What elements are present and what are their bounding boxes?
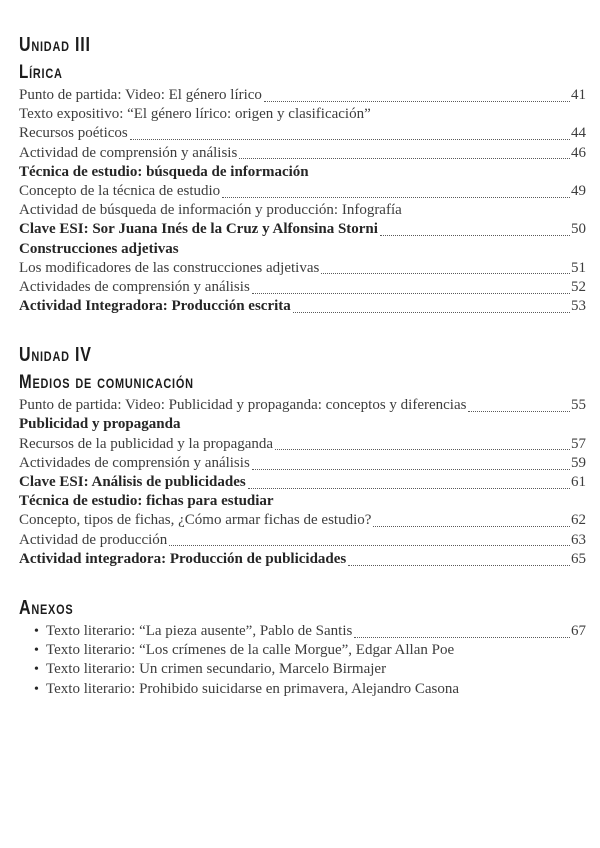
- entry-title: Actividades de comprensión y análisis: [19, 278, 250, 295]
- toc-entry: [19, 240, 586, 259]
- dotted-leader: [466, 396, 571, 415]
- entry-title: Clave ESI: Análisis de publicidades: [19, 474, 246, 490]
- toc-entry: [19, 220, 586, 239]
- entry-title: Concepto, tipos de fichas, ¿Cómo armar fichas de estudio?: [19, 512, 372, 529]
- unit-heading-text: Unidad IV: [19, 343, 92, 367]
- dotted-leader: [167, 531, 571, 550]
- entry-title: Recursos poéticos: [19, 125, 128, 142]
- page-number: 67: [571, 622, 586, 639]
- chapter-heading: [19, 371, 586, 393]
- entry-title: Técnica de estudio: búsqueda de información: [19, 163, 309, 180]
- unit-heading: [19, 597, 586, 619]
- toc-bullet-list: [19, 622, 586, 699]
- entry-title: Actividad de producción: [19, 531, 168, 548]
- toc-entry: [19, 415, 586, 434]
- section-unidad-iv: [19, 344, 586, 569]
- dotted-leader: [128, 124, 571, 143]
- chapter-heading-text: Medios de comunicación: [19, 371, 194, 394]
- entry-title: Texto literario: “La pieza ausente”, Pablo de Santis: [46, 622, 353, 639]
- section-unidad-iii: [19, 34, 586, 316]
- entry-title: Publicidad y propaganda: [19, 416, 181, 433]
- dotted-leader: [291, 297, 571, 316]
- toc-entry: [19, 105, 586, 124]
- toc-bullet-entry: [19, 680, 586, 699]
- entry-title: Texto literario: “Los crímenes de la calle Morgue”, Edgar Allan Poe: [46, 642, 455, 659]
- toc-entry: [19, 297, 586, 316]
- entry-title: Texto expositivo: “El género lírico: origen y clasificación”: [19, 106, 371, 123]
- bullet-icon: •: [34, 681, 39, 697]
- toc-entry: [19, 259, 586, 278]
- unit-heading: [19, 344, 586, 366]
- toc-entry: [19, 531, 586, 550]
- entry-title: Actividad de comprensión y análisis: [19, 144, 238, 161]
- page-number: 62: [571, 512, 586, 529]
- dotted-leader: [378, 220, 571, 239]
- entry-title: Clave ESI: Sor Juana Inés de la Cruz y Alfonsina Storni: [19, 221, 378, 238]
- entry-title: Texto literario: Un crimen secundario, Marcelo Birmajer: [46, 661, 387, 678]
- dotted-leader: [250, 278, 571, 297]
- toc-entry: [19, 182, 586, 201]
- toc-entry: [19, 278, 586, 297]
- entry-title: Los modificadores de las construcciones adjetivas: [19, 259, 320, 276]
- toc-entry: [19, 473, 586, 492]
- entry-title: Actividades de comprensión y análisis: [19, 454, 250, 471]
- dotted-leader: [250, 454, 571, 473]
- page-number: 61: [571, 474, 586, 490]
- bullet-icon: •: [34, 662, 39, 678]
- dotted-leader: [319, 259, 571, 278]
- page-number: 51: [571, 259, 586, 276]
- section-anexos: [19, 597, 586, 699]
- entry-title: Punto de partida: Video: Publicidad y propaganda: conceptos y diferencias: [19, 397, 467, 414]
- entry-title: Actividad Integradora: Producción escrita: [19, 298, 291, 315]
- toc-bullet-entry: [19, 641, 586, 660]
- entry-title: Concepto de la técnica de estudio: [19, 182, 221, 199]
- chapter-heading-text: Lírica: [19, 61, 63, 83]
- page-number: 49: [571, 182, 586, 199]
- toc-entry: [19, 396, 586, 415]
- page-number: 53: [571, 298, 586, 315]
- dotted-leader: [273, 435, 571, 454]
- page-number: 65: [571, 550, 586, 567]
- entry-title: Construcciones adjetivas: [19, 240, 179, 257]
- dotted-leader: [371, 511, 571, 530]
- toc-entry: [19, 492, 586, 511]
- toc-bullet-entry: [19, 622, 586, 641]
- toc-entry: [19, 201, 586, 220]
- chapter-heading: [19, 61, 586, 83]
- dotted-leader: [346, 550, 571, 569]
- page-number: 52: [571, 278, 586, 295]
- dotted-leader: [262, 86, 571, 105]
- entry-title: Punto de partida: Video: El género lírico: [19, 87, 262, 103]
- dotted-leader: [352, 622, 571, 641]
- entry-title: Recursos de la publicidad y la propaganda: [19, 435, 274, 452]
- page-number: 57: [571, 435, 586, 452]
- page-number: 44: [571, 125, 586, 142]
- unit-heading-text: Unidad III: [19, 33, 91, 56]
- dotted-leader: [246, 473, 571, 492]
- toc-entry: [19, 163, 586, 182]
- page-number: 63: [571, 531, 586, 548]
- entry-title: Técnica de estudio: fichas para estudiar: [19, 493, 274, 510]
- unit-heading-text: Anexos: [19, 595, 74, 619]
- toc-entry: [19, 550, 586, 569]
- dotted-leader: [220, 182, 571, 201]
- entry-title: Actividad integradora: Producción de publicidades: [19, 550, 347, 567]
- page-number: 41: [571, 87, 586, 103]
- entry-title: Texto literario: Prohibido suicidarse en primavera, Alejandro Casona: [46, 680, 459, 697]
- toc-bullet-entry: [19, 660, 586, 679]
- page-number: 46: [571, 144, 586, 161]
- entry-title: Actividad de búsqueda de información y producción: Infografía: [19, 202, 402, 219]
- page-number: 55: [571, 397, 586, 414]
- bullet-icon: •: [34, 623, 39, 639]
- toc-entry: [19, 511, 586, 530]
- toc-entry: [19, 124, 586, 143]
- toc-entry-list: [19, 396, 586, 569]
- page-number: 59: [571, 454, 586, 471]
- toc-entry: [19, 86, 586, 105]
- page-number: 50: [571, 221, 586, 238]
- toc-entry: [19, 435, 586, 454]
- toc-entry-list: [19, 86, 586, 316]
- toc-entry: [19, 144, 586, 163]
- unit-heading: [19, 34, 586, 56]
- dotted-leader: [237, 144, 571, 163]
- toc-entry: [19, 454, 586, 473]
- bullet-icon: •: [34, 643, 39, 659]
